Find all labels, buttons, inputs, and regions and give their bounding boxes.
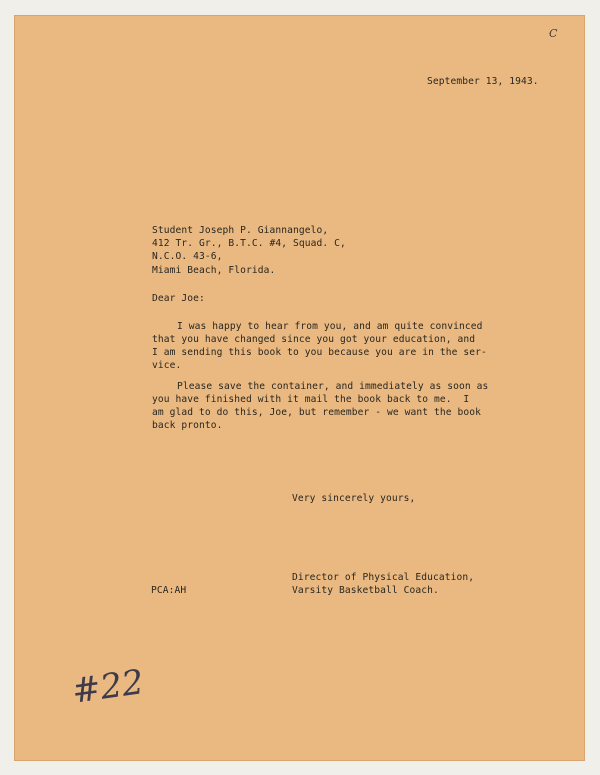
salutation: Dear Joe: xyxy=(152,293,205,304)
signature-line: Director of Physical Education, xyxy=(292,572,475,583)
paragraph-line: Please save the container, and immediately as soon as xyxy=(177,381,489,392)
paragraph-line: you have finished with it mail the book back to me. I xyxy=(152,394,470,405)
letter-page xyxy=(14,15,585,761)
paragraph-line: I am sending this book to you because you are in the ser- xyxy=(152,347,487,358)
address-line: Student Joseph P. Giannangelo, xyxy=(152,225,329,236)
handwritten-note: #22 xyxy=(69,662,147,712)
letter-date: September 13, 1943. xyxy=(427,76,539,87)
paragraph-line: I was happy to hear from you, and am quite convinced xyxy=(177,321,483,332)
paragraph-line: that you have changed since you got your education, and xyxy=(152,334,476,345)
signature-line: Varsity Basketball Coach. xyxy=(292,585,439,596)
paragraph-line: back pronto. xyxy=(152,420,223,431)
address-line: 412 Tr. Gr., B.T.C. #4, Squad. C, xyxy=(152,238,346,249)
address-line: Miami Beach, Florida. xyxy=(152,265,276,276)
typist-initials: PCA:AH xyxy=(151,585,187,596)
address-line: N.C.O. 43-6, xyxy=(152,251,223,262)
closing: Very sincerely yours, xyxy=(292,493,416,504)
paragraph-line: am glad to do this, Joe, but remember - we want the book xyxy=(152,407,482,418)
corner-mark: C xyxy=(549,27,558,40)
paragraph-line: vice. xyxy=(152,360,182,371)
